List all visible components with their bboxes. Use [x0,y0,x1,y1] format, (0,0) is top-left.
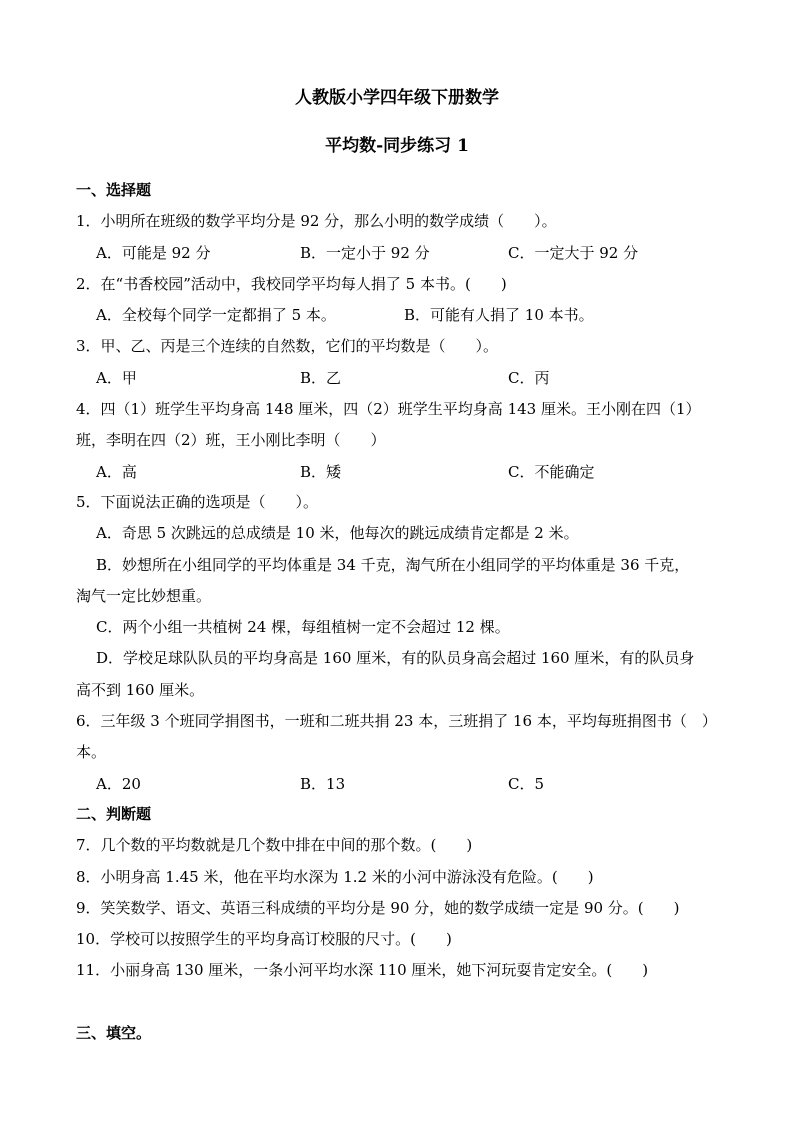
section-heading-judgement: 二、判断题 [76,805,152,823]
q3-option-b: B．乙 [300,369,342,387]
question-1: 1．小明所在班级的数学平均分是 92 分，那么小明的数学成绩（ ）。 [76,212,557,230]
q3-option-c: C．丙 [508,369,550,387]
q5-option-b-line-2: 淘气一定比妙想重。 [76,587,212,605]
q4-option-a: A．高 [96,463,137,481]
question-9: 9．笑笑数学、语文、英语三科成绩的平均分是 90 分，她的数学成绩一定是 90 分。( ) [76,899,680,917]
section-heading-choice: 一、选择题 [76,181,152,199]
q1-option-a: A．可能是 92 分 [96,244,211,262]
question-2: 2．在“书香校园”活动中，我校同学平均每人捐了 5 本书。( ) [76,275,507,293]
q1-option-c: C．一定大于 92 分 [508,244,639,262]
q5-option-a: A．奇思 5 次跳远的总成绩是 10 米，他每次的跳远成绩肯定都是 2 米。 [96,524,579,542]
question-10: 10．学校可以按照学生的平均身高订校服的尺寸。( ) [76,930,452,948]
question-3: 3．甲、乙、丙是三个连续的自然数，它们的平均数是（ ）。 [76,337,499,355]
q2-option-a: A．全校每个同学一定都捐了 5 本。 [96,306,336,324]
q5-option-b-line-1: B．妙想所在小组同学的平均体重是 34 千克，淘气所在小组同学的平均体重是 36 千克， [96,556,690,574]
q4-option-b: B．矮 [300,463,342,481]
section-heading-fill: 三、填空。 [76,1024,152,1042]
question-4-line-1: 4．四（1）班学生平均身高 148 厘米，四（2）班学生平均身高 143 厘米。王小刚在四（1） [76,400,701,418]
question-7: 7．几个数的平均数就是几个数中排在中间的那个数。( ) [76,836,473,854]
q2-option-b: B．可能有人捐了 10 本书。 [404,306,594,324]
question-4-line-2: 班，李明在四（2）班，王小刚比李明（ ） [76,431,386,449]
document-subtitle: 平均数-同步练习 1 [325,136,469,156]
question-8: 8．小明身高 1.45 米，他在平均水深为 1.2 米的小河中游泳没有危险。( ) [76,868,594,886]
q6-option-c: C．5 [508,775,545,793]
q6-option-a: A．20 [96,775,141,793]
document-title: 人教版小学四年级下册数学 [295,88,499,108]
q5-option-d-line-1: D．学校足球队队员的平均身高是 160 厘米，有的队员身高会超过 160 厘米，有的队员身 [96,649,695,667]
q6-option-b: B．13 [300,775,346,793]
q4-option-c: C．不能确定 [508,463,595,481]
question-6-line-1: 6．三年级 3 个班同学捐图书，一班和二班共捐 23 本，三班捐了 16 本，平均每班捐图书（ ） [76,712,717,730]
q5-option-c: C．两个小组一共植树 24 棵，每组植树一定不会超过 12 棵。 [96,618,510,636]
q1-option-b: B．一定小于 92 分 [300,244,430,262]
question-5: 5．下面说法正确的选项是（ ）。 [76,493,319,511]
question-11: 11．小丽身高 130 厘米，一条小河平均水深 110 厘米，她下河玩耍肯定安全。( ) [76,961,649,979]
q5-option-d-line-2: 高不到 160 厘米。 [76,681,205,699]
q3-option-a: A．甲 [96,369,137,387]
question-6-line-2: 本。 [76,743,107,761]
